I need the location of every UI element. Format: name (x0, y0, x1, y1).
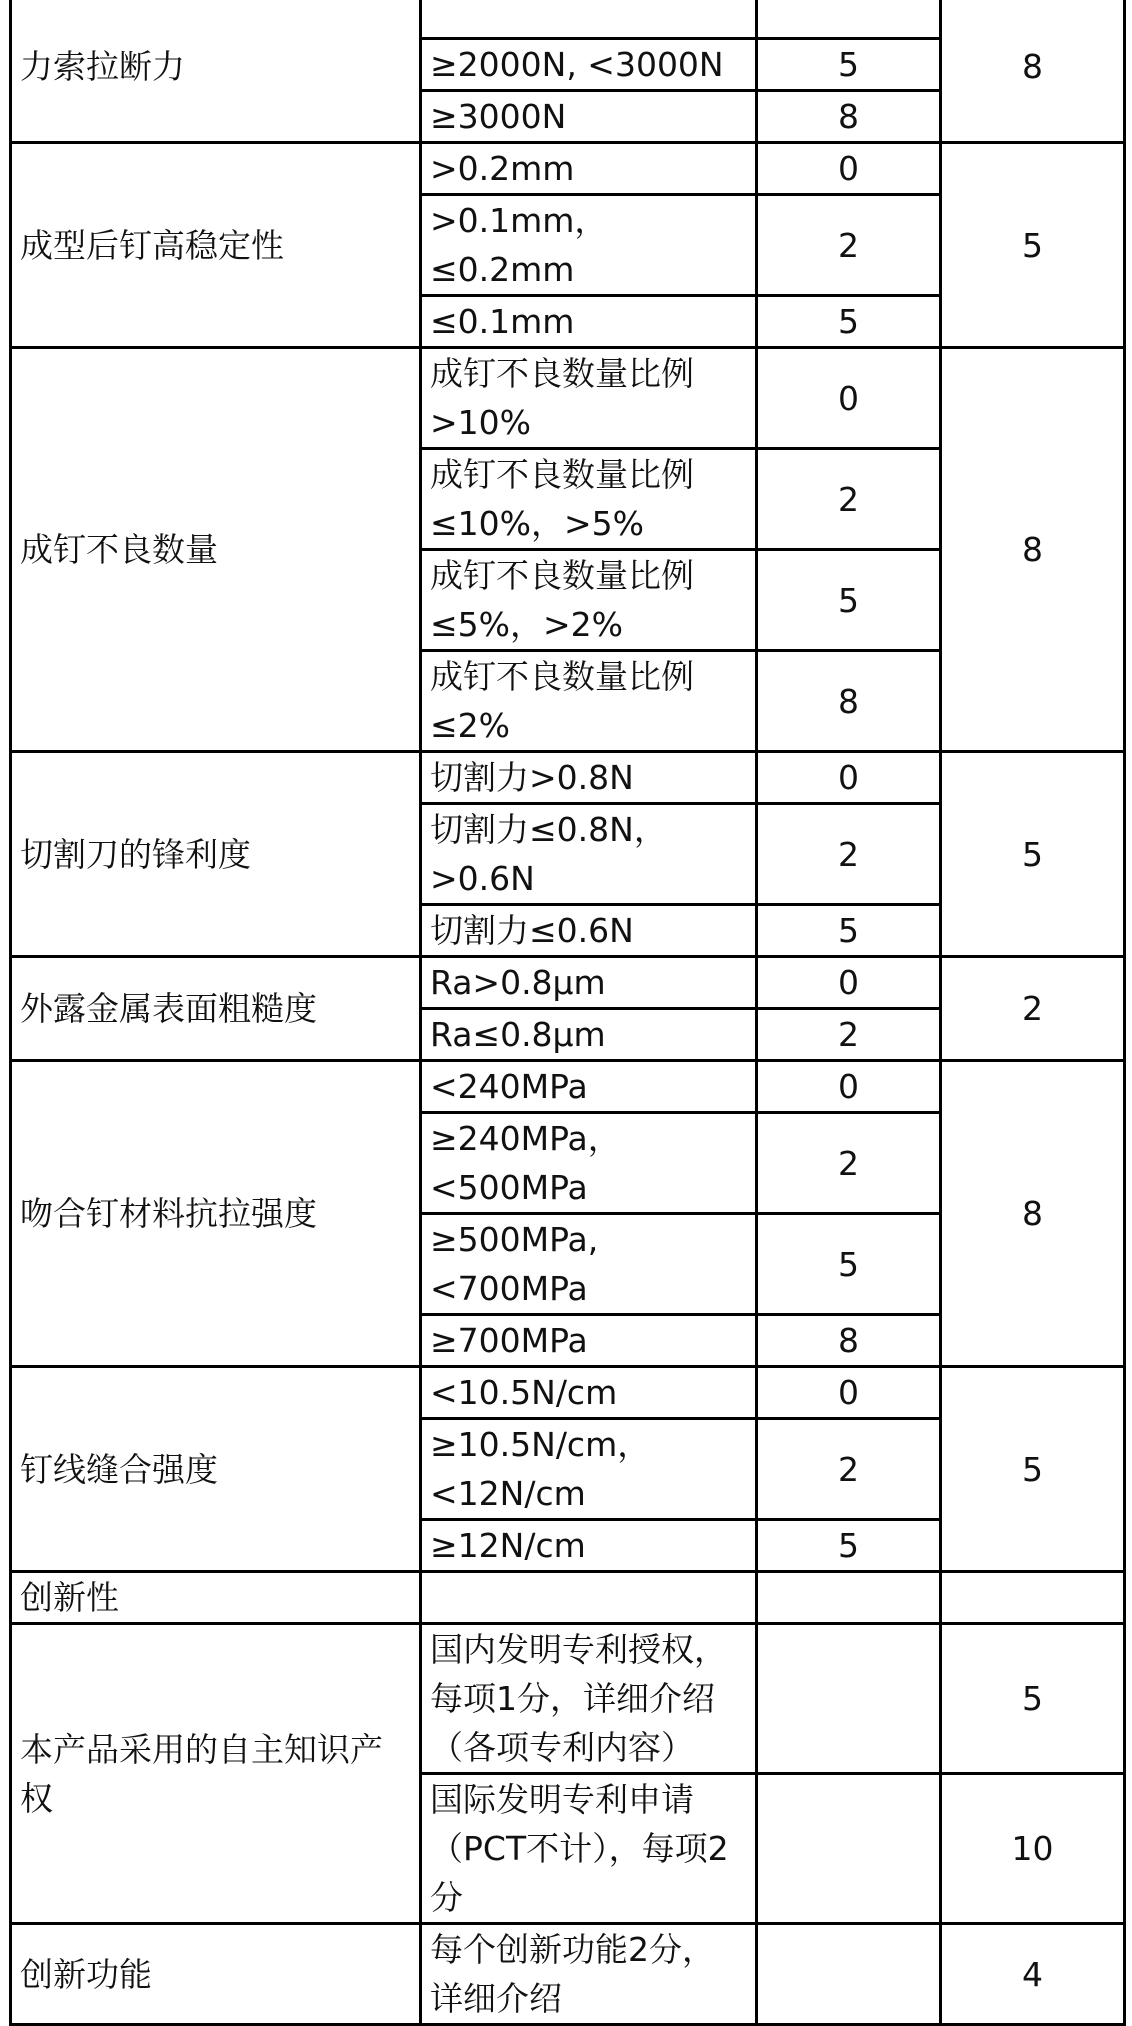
criterion-name: 吻合钉材料抗拉强度 (11, 1061, 421, 1367)
criterion-max-score: 4 (941, 1924, 1125, 2025)
criterion-score: 0 (757, 348, 941, 449)
criterion-max-score: 5 (941, 1624, 1125, 1774)
criterion-condition: 成钉不良数量比例>10% (421, 348, 757, 449)
table-row (11, 1061, 1125, 1113)
criterion-score: 5 (757, 296, 941, 348)
criterion-condition: 每个创新功能2分，详细介绍 (421, 1924, 757, 2025)
criterion-condition: ≥240MPa，<500MPa (421, 1113, 757, 1214)
table-row (11, 957, 1125, 1009)
table-row (11, 752, 1125, 804)
criterion-condition: ≥700MPa (421, 1315, 757, 1367)
criterion-condition: >0.1mm，≤0.2mm (421, 195, 757, 296)
criterion-condition: ≥10.5N/cm，<12N/cm (421, 1419, 757, 1520)
criterion-condition: Ra>0.8μm (421, 957, 757, 1009)
criterion-condition: ≥2000N, <3000N (421, 39, 757, 91)
criterion-condition: Ra≤0.8μm (421, 1009, 757, 1061)
criterion-score: 2 (757, 1009, 941, 1061)
criterion-condition: 成钉不良数量比例≤5%，>2% (421, 550, 757, 651)
criterion-score (757, 1624, 941, 1774)
criterion-condition: 国内发明专利授权，每项1分，详细介绍（各项专利内容） (421, 1624, 757, 1774)
criterion-condition: >0.2mm (421, 143, 757, 195)
criterion-name: 本产品采用的自主知识产权 (11, 1624, 421, 1924)
criterion-max-score: 8 (941, 348, 1125, 752)
criterion-score: 5 (757, 905, 941, 957)
criteria-table (9, 0, 1126, 2026)
criterion-score: 8 (757, 651, 941, 752)
criterion-max-score: 2 (941, 957, 1125, 1061)
criterion-score: 5 (757, 550, 941, 651)
section-heading: 创新性 (11, 1572, 421, 1624)
criterion-score (757, 1924, 941, 2025)
criterion-condition: 国际发明专利申请（PCT不计），每项2分 (421, 1774, 757, 1924)
criterion-score: 5 (757, 1214, 941, 1315)
criterion-max-score: 8 (941, 0, 1125, 143)
criterion-condition: 成钉不良数量比例≤10%，>5% (421, 449, 757, 550)
criterion-score: 0 (757, 752, 941, 804)
criterion-condition: <10.5N/cm (421, 1367, 757, 1419)
table-row (11, 1572, 1125, 1624)
criterion-condition: ≥500MPa, <700MPa (421, 1214, 757, 1315)
criterion-score: 2 (757, 449, 941, 550)
criterion-max-score: 5 (941, 1367, 1125, 1572)
criterion-score: 5 (757, 39, 941, 91)
criterion-max-score: 5 (941, 752, 1125, 957)
criterion-score: 8 (757, 91, 941, 143)
criterion-score: 2 (757, 804, 941, 905)
criterion-max-score (941, 1572, 1125, 1624)
criterion-max-score: 10 (941, 1774, 1125, 1924)
criterion-name: 外露金属表面粗糙度 (11, 957, 421, 1061)
criterion-condition (421, 0, 757, 39)
criterion-score: 8 (757, 1315, 941, 1367)
criterion-score: 0 (757, 143, 941, 195)
criterion-score: 2 (757, 1419, 941, 1520)
criterion-condition: 切割力≤0.8N，>0.6N (421, 804, 757, 905)
criterion-score (757, 1774, 941, 1924)
criterion-max-score: 8 (941, 1061, 1125, 1367)
criterion-name: 钉线缝合强度 (11, 1367, 421, 1572)
table-row (11, 348, 1125, 449)
table-row (11, 143, 1125, 195)
criterion-score: 0 (757, 1061, 941, 1113)
table-row (11, 1624, 1125, 1774)
criterion-score (757, 0, 941, 39)
criterion-max-score: 5 (941, 143, 1125, 348)
criterion-score: 0 (757, 957, 941, 1009)
table-row (11, 1924, 1125, 2025)
criterion-name: 成型后钉高稳定性 (11, 143, 421, 348)
criterion-score: 2 (757, 195, 941, 296)
criterion-score: 5 (757, 1520, 941, 1572)
criterion-condition: <240MPa (421, 1061, 757, 1113)
criterion-condition: ≤0.1mm (421, 296, 757, 348)
criterion-condition: ≥3000N (421, 91, 757, 143)
criterion-name: 成钉不良数量 (11, 348, 421, 752)
criterion-condition: 成钉不良数量比例≤2% (421, 651, 757, 752)
table-row (11, 1367, 1125, 1419)
criterion-name: 创新功能 (11, 1924, 421, 2025)
criterion-score (757, 1572, 941, 1624)
table-row (11, 0, 1125, 39)
criterion-condition: 切割力≤0.6N (421, 905, 757, 957)
criterion-score: 0 (757, 1367, 941, 1419)
criterion-condition: 切割力>0.8N (421, 752, 757, 804)
criterion-condition (421, 1572, 757, 1624)
criterion-name: 切割刀的锋利度 (11, 752, 421, 957)
criterion-score: 2 (757, 1113, 941, 1214)
criterion-condition: ≥12N/cm (421, 1520, 757, 1572)
criterion-name: 力索拉断力 (11, 0, 421, 143)
